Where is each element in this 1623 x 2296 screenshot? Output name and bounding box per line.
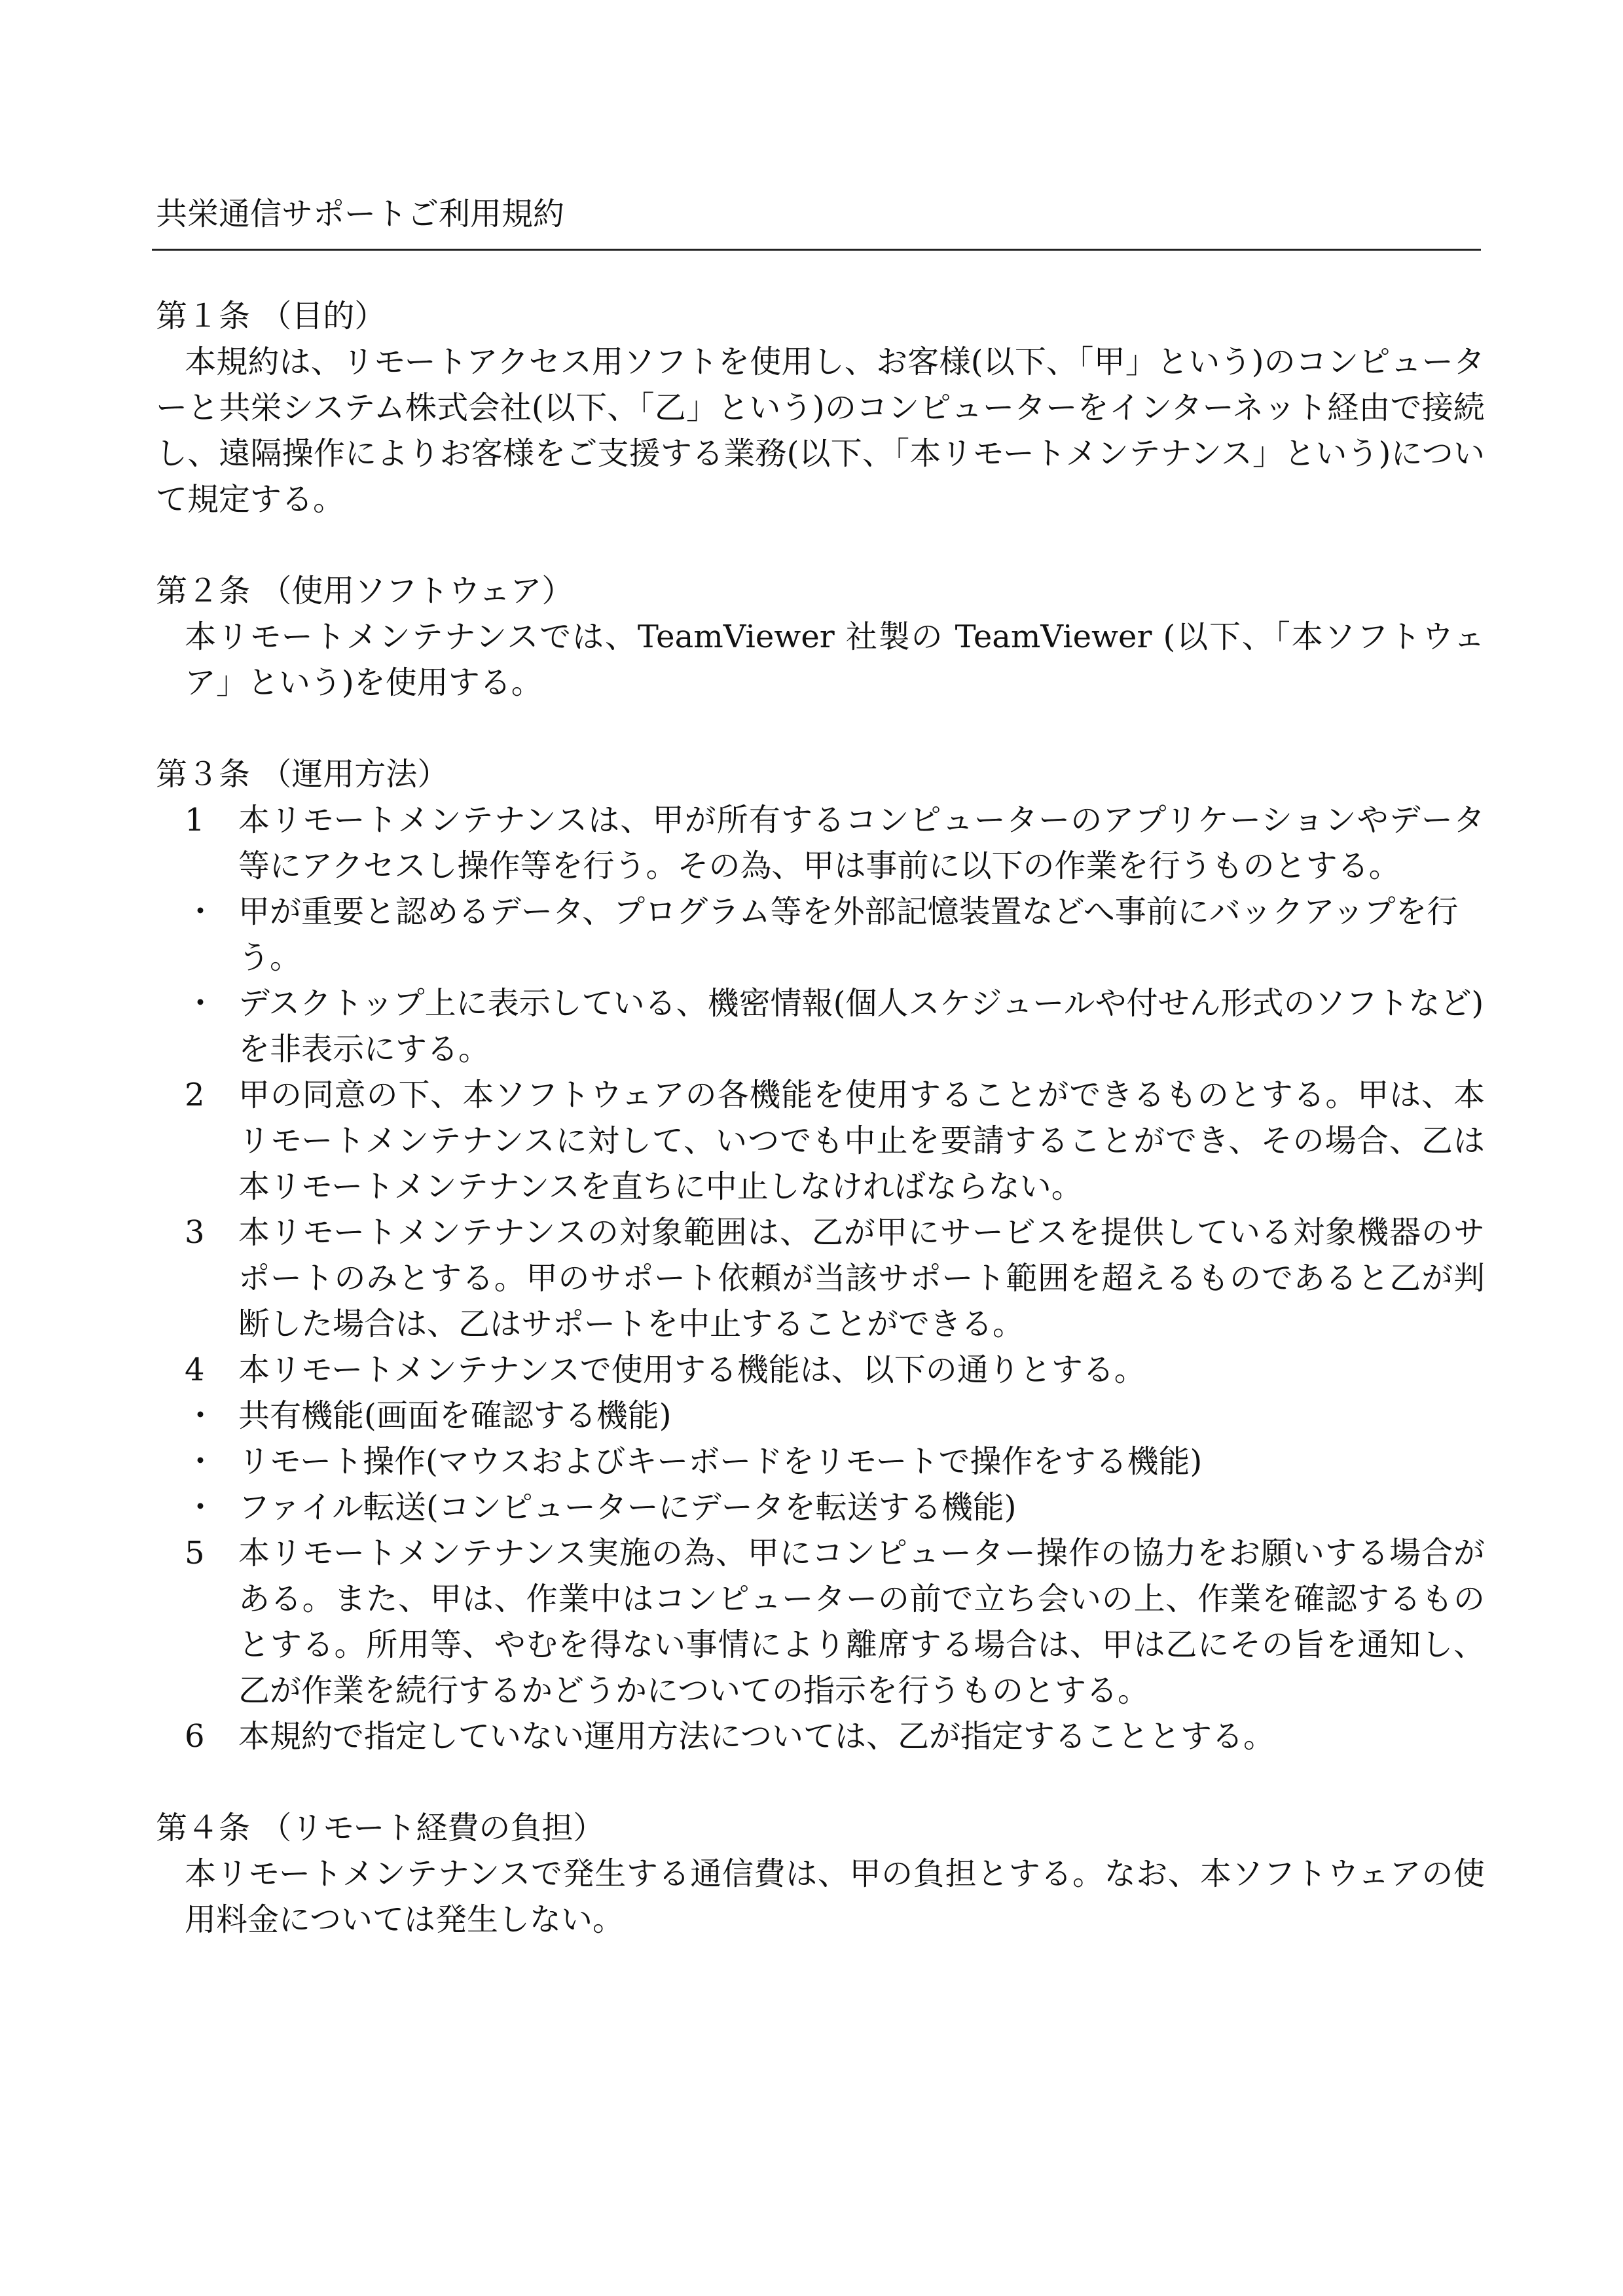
bullet-text: ファイル転送(コンピューターにデータを転送する機能) [238, 1489, 1017, 1526]
clause-text: 本リモートメンテナンス実施の為、甲にコンピューター操作の協力をお願いする場合がある。また、甲は、作業中はコンピューターの前で立ち会いの上、作業を確認するものとする。所用等、やむを得ない事情により離席する場合は、甲は乙にその旨を通知し、乙が作業を続行するかどうかについての指示を行うものとする。 [238, 1535, 1485, 1709]
bullet-mark: ・ [185, 893, 217, 930]
clause-number: 6 [185, 1718, 205, 1755]
clause-item [156, 1347, 1485, 1393]
bullet-text: 共有機能(画面を確認する機能) [238, 1397, 672, 1434]
document-body [156, 293, 1485, 1988]
clause-item [156, 1713, 1485, 1759]
clause-text: 甲の同意の下、本ソフトウェアの各機能を使用することができるものとする。甲は、本リモートメンテナンスに対して、いつでも中止を要請することができ、その場合、乙は本リモートメンテナンスを直ちに中止しなければならない。 [238, 1077, 1485, 1205]
bullet-item [156, 1439, 1485, 1484]
article-4 [156, 1805, 1485, 1943]
clause-number: 4 [185, 1352, 205, 1388]
clause-item [156, 797, 1485, 889]
article-body: 本規約は、リモートアクセス用ソフトを使用し、お客様(以下、「甲」という)のコンピューターと共栄システム株式会社(以下、「乙」という)のコンピューターをインターネット経由で接続し、遠隔操作によりお客様をご支援する業務(以下、「本リモートメンテナンス」という)について規定する。 [156, 344, 1485, 518]
article-body: 本リモートメンテナンスで発生する通信費は、甲の負担とする。なお、本ソフトウェアの使用料金については発生しない。 [185, 1856, 1486, 1938]
clause-item [156, 1072, 1485, 1210]
bullet-text: デスクトップ上に表示している、機密情報(個人スケジュールや付せん形式のソフトなど)を非表示にする。 [238, 985, 1484, 1067]
clause-item [156, 1530, 1485, 1713]
article-heading: 第２条 （使用ソフトウェア） [156, 573, 574, 609]
clause-number: 2 [185, 1077, 205, 1113]
article-2 [156, 568, 1485, 706]
article-1 [156, 293, 1485, 522]
bullet-text: 甲が重要と認めるデータ、プログラム等を外部記憶装置などへ事前にバックアップを行う。 [238, 893, 1459, 976]
bullet-item [156, 1393, 1485, 1439]
bullet-item [156, 889, 1485, 980]
article-body: 本リモートメンテナンスでは、TeamViewer 社製の TeamViewer (以下、「本ソフトウェア」という)を使用する。 [185, 619, 1485, 701]
bullet-mark: ・ [185, 1489, 217, 1526]
article-3 [156, 751, 1485, 1759]
clause-text: 本リモートメンテナンスは、甲が所有するコンピューターのアプリケーションやデータ等にアクセスし操作等を行う。その為、甲は事前に以下の作業を行うものとする。 [238, 802, 1485, 884]
document-title: 共栄通信サポートご利用規約 [156, 196, 565, 232]
article-heading: 第３条 （運用方法） [156, 756, 449, 793]
clause-item [156, 1210, 1485, 1347]
clause-text: 本リモートメンテナンスで使用する機能は、以下の通りとする。 [238, 1352, 1146, 1388]
bullet-mark: ・ [185, 1397, 217, 1434]
bullet-item [156, 980, 1485, 1072]
clause-number: 3 [185, 1214, 205, 1251]
article-heading: 第４条 （リモート経費の負担） [156, 1810, 605, 1846]
article-heading: 第１条 （目的） [156, 298, 386, 334]
clause-text: 本リモートメンテナンスの対象範囲は、乙が甲にサービスを提供している対象機器のサポートのみとする。甲のサポート依頼が当該サポート範囲を超えるものであると乙が判断した場合は、乙はサポートを中止することができる。 [238, 1214, 1485, 1342]
bullet-text: リモート操作(マウスおよびキーボードをリモートで操作をする機能) [238, 1443, 1203, 1480]
clause-text: 本規約で指定していない運用方法については、乙が指定することとする。 [238, 1718, 1275, 1755]
bullet-mark: ・ [185, 985, 217, 1022]
title-underline [152, 249, 1481, 251]
clause-number: 1 [185, 802, 205, 838]
bullet-item [156, 1484, 1485, 1530]
bullet-mark: ・ [185, 1443, 217, 1480]
clause-number: 5 [185, 1535, 205, 1571]
